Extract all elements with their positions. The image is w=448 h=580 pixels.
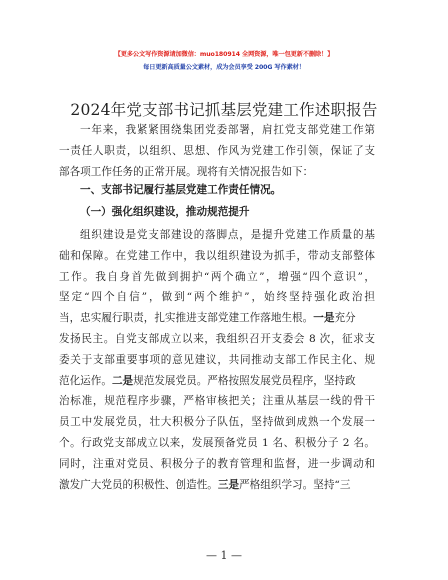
- body-text: 规范发展党员。严格按照发展党员程序，坚持政: [133, 374, 356, 387]
- body-line: 础和保障。在党建工作中，我以组织建设为抓手，带动支部整体: [59, 249, 375, 262]
- intro-line: 一年来，我紧紧围绕集团党委部署，肩扛党支部党建工作第: [80, 124, 375, 136]
- promo-banner-line-2: 每日更新高质量公文素材，成为会员享受 200G 写作素材！: [143, 64, 305, 71]
- subsection-heading: （一）强化组织建设，推动规范提升: [80, 206, 250, 218]
- body-text: 严格组织学习。坚持“三: [239, 478, 351, 491]
- intro-line: 部各项工作任务的正常开展。现将有关情况报告如下：: [59, 165, 314, 178]
- body-line: 发扬民主。自党支部成立以来，我组织召开支委会 8 次，征求支: [59, 332, 375, 345]
- intro-paragraph: [59, 120, 375, 182]
- promo-banner-line-1: 【更多公文写作资源请加微信：muo180914 全网资源，唯一包更新不删除！】: [114, 51, 334, 58]
- body-line: 委关于支部重要事项的意见建议，共同推动支部工作民主化、规: [59, 353, 375, 366]
- body-line: 个。行政党支部成立以来，发展预备党员 1 名、积极分子 2 名。: [59, 436, 375, 449]
- body-text: 充分: [334, 312, 356, 325]
- point-marker: 二是: [111, 374, 134, 387]
- body-line: [59, 475, 375, 496]
- body-paragraph: [59, 225, 375, 495]
- body-text: 激发广大党员的积极性、创造性。: [59, 478, 218, 491]
- body-line: 员工中发展党员，壮大积极分子队伍，坚持做到成熟一个发展一: [59, 416, 375, 429]
- point-marker: 一是: [313, 312, 335, 325]
- body-line: [59, 308, 375, 329]
- document-title: 2024年党支部书记抓基层党建工作述职报告: [70, 101, 378, 119]
- body-line: 同时，注重对党员、积极分子的教育管理和监督，进一步调动和: [59, 457, 375, 470]
- body-text: 当，忠实履行职责，扎实推进支部党建工作落地生根。: [59, 312, 314, 325]
- body-line: 组织建设是党支部建设的落脚点，是提升党建工作质量的基: [80, 229, 375, 241]
- page-number: — 1 —: [206, 549, 242, 562]
- body-text: 范化运作。: [59, 374, 112, 387]
- body-line: 治标准，规范程序步骤，严格审核把关；注重从基层一线的骨干: [59, 395, 375, 408]
- point-marker: 三是: [217, 478, 240, 491]
- intro-line: 一责任人职责，以组织、思想、作风为党建工作引领，保证了支: [59, 144, 375, 157]
- body-line: 工作。我自身首先做到拥护“两个确立”，增强“四个意识”，: [59, 270, 375, 283]
- body-line: [59, 371, 375, 392]
- body-line: 坚定“四个自信”，做到“两个维护”，始终坚持强化政治担: [59, 291, 375, 304]
- section-heading: 一、支部书记履行基层党建工作责任情况。: [80, 184, 282, 196]
